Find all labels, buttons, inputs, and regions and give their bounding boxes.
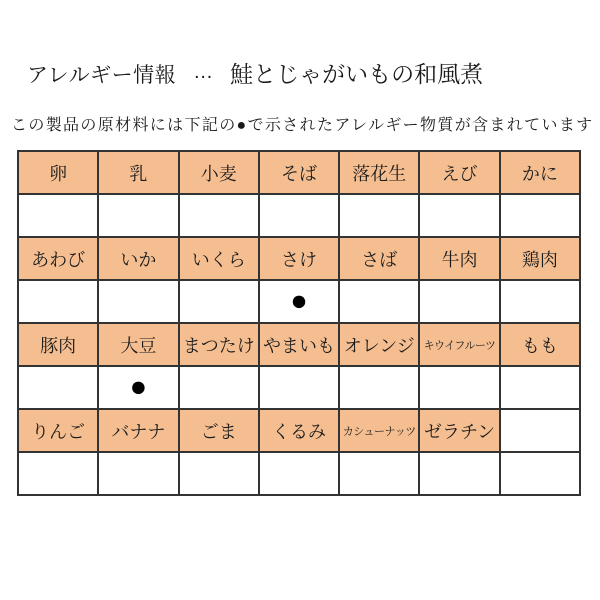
mark-cell-soy: ●: [98, 366, 178, 409]
allergen-cell-salmon: さけ: [259, 237, 339, 280]
mark-cell: [419, 452, 499, 495]
allergen-cell-apple: りんご: [18, 409, 98, 452]
mark-cell: [259, 366, 339, 409]
mark-cell: [419, 366, 499, 409]
mark-cell: [419, 280, 499, 323]
title-heading: アレルギー情報: [27, 64, 177, 87]
mark-cell: [500, 452, 580, 495]
mark-cell: [500, 194, 580, 237]
product-name: 鮭とじゃがいもの和風煮: [230, 62, 484, 87]
allergen-table: [17, 150, 581, 496]
allergen-cell-salmon-roe: いくら: [179, 237, 259, 280]
allergen-cell-egg: 卵: [18, 151, 98, 194]
allergen-cell-peach: もも: [500, 323, 580, 366]
mark-cell: [419, 194, 499, 237]
allergen-cell-matsutake: まつたけ: [179, 323, 259, 366]
allergen-cell-walnut: くるみ: [259, 409, 339, 452]
mark-cell: [500, 366, 580, 409]
mark-cell: [18, 366, 98, 409]
mark-cell: [339, 366, 419, 409]
mark-row-3: [18, 366, 580, 409]
mark-cell: [259, 194, 339, 237]
allergen-cell-cashew: カシューナッツ: [339, 409, 419, 452]
allergen-cell-milk: 乳: [98, 151, 178, 194]
allergen-cell-blank: [500, 409, 580, 452]
allergen-name-row-4: [18, 409, 580, 452]
mark-cell: [500, 280, 580, 323]
allergen-cell-soy: 大豆: [98, 323, 178, 366]
allergen-cell-beef: 牛肉: [419, 237, 499, 280]
mark-cell: [179, 280, 259, 323]
mark-cell: [339, 280, 419, 323]
allergen-cell-orange: オレンジ: [339, 323, 419, 366]
mark-row-2: [18, 280, 580, 323]
mark-cell: [259, 452, 339, 495]
allergen-cell-shrimp: えび: [419, 151, 499, 194]
allergen-cell-buckwheat: そば: [259, 151, 339, 194]
allergen-notice: この製品の原材料には下記の●で示されたアレルギー物質が含まれています: [11, 117, 594, 134]
allergen-cell-gelatin: ゼラチン: [419, 409, 499, 452]
allergen-cell-sesame: ごま: [179, 409, 259, 452]
mark-cell: [18, 280, 98, 323]
mark-cell: [18, 194, 98, 237]
mark-cell: [339, 194, 419, 237]
allergen-cell-yam: やまいも: [259, 323, 339, 366]
page-title: [27, 56, 483, 89]
allergen-name-row-3: [18, 323, 580, 366]
allergen-cell-mackerel: さば: [339, 237, 419, 280]
allergen-cell-peanut: 落花生: [339, 151, 419, 194]
allergen-cell-pork: 豚肉: [18, 323, 98, 366]
allergen-cell-abalone: あわび: [18, 237, 98, 280]
allergen-cell-wheat: 小麦: [179, 151, 259, 194]
allergen-cell-crab: かに: [500, 151, 580, 194]
mark-cell: [98, 280, 178, 323]
mark-cell: [179, 194, 259, 237]
mark-cell: [179, 452, 259, 495]
mark-cell: [18, 452, 98, 495]
mark-cell: [339, 452, 419, 495]
mark-cell: [98, 452, 178, 495]
allergen-name-row-2: [18, 237, 580, 280]
mark-row-4: [18, 452, 580, 495]
mark-row-1: [18, 194, 580, 237]
mark-cell: [98, 194, 178, 237]
allergen-cell-chicken: 鶏肉: [500, 237, 580, 280]
title-separator: …: [193, 61, 216, 83]
allergen-cell-banana: バナナ: [98, 409, 178, 452]
mark-cell: [179, 366, 259, 409]
allergen-cell-squid: いか: [98, 237, 178, 280]
mark-cell-sake: ●: [259, 280, 339, 323]
allergen-name-row-1: [18, 151, 580, 194]
allergen-cell-kiwi: キウイフルーツ: [419, 323, 499, 366]
